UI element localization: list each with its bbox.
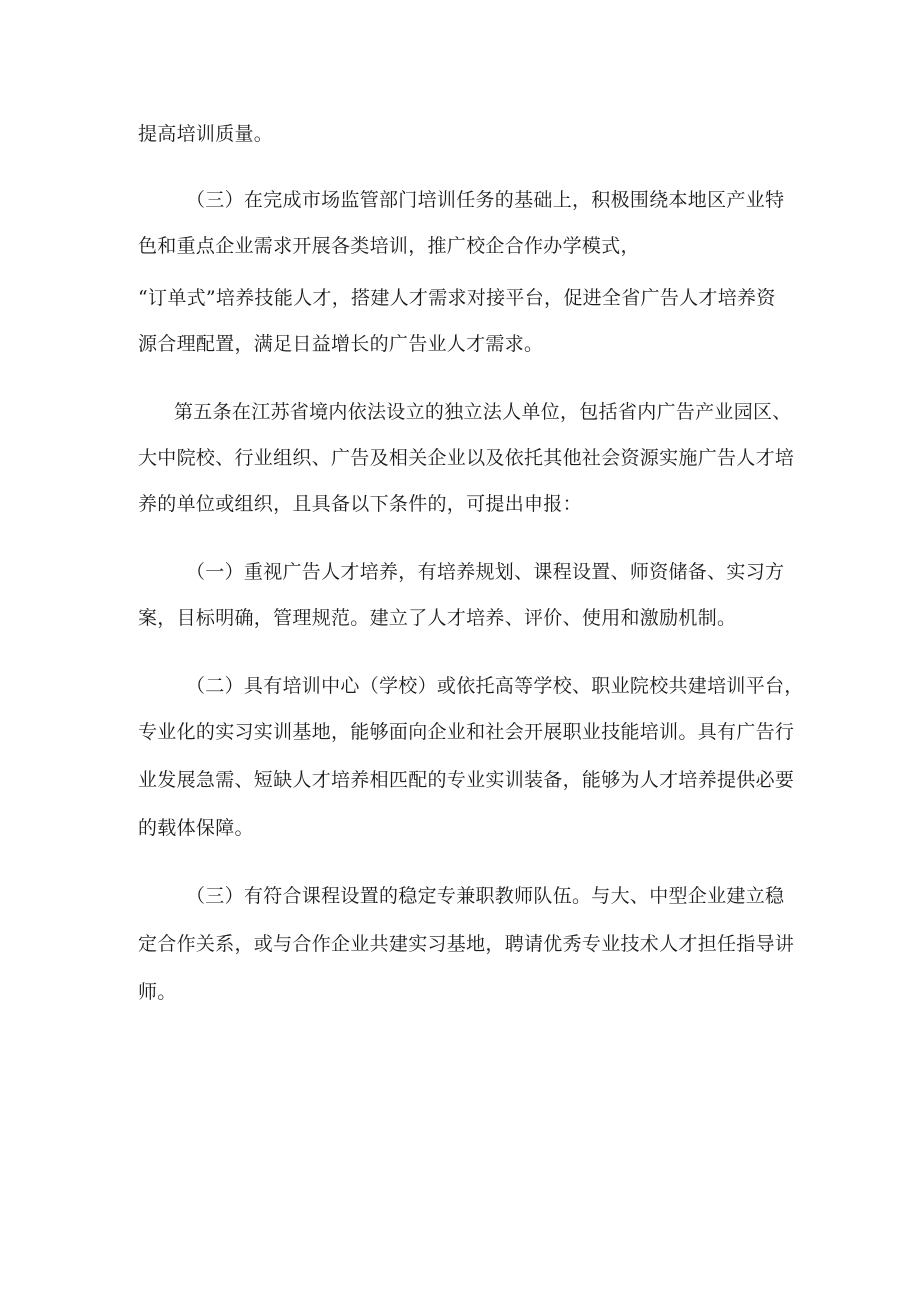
paragraph-line: 第五条在江苏省境内依法设立的独立法人单位，包括省内广告产业园区、 — [174, 401, 792, 423]
paragraph-line: 定合作关系，或与合作企业共建实习基地，聘请优秀专业技术人才担任指导讲 — [138, 933, 795, 955]
paragraph-line: 提高培训质量。 — [138, 123, 274, 145]
paragraph-line: （一）重视广告人才培养，有培养规划、课程设置、师资储备、实习方 — [186, 561, 785, 583]
paragraph-line: “订单式”培养技能人才，搭建人才需求对接平台，促进全省广告人才培养资 — [138, 287, 776, 309]
paragraph-line: 大中院校、行业组织、广告及相关企业以及依托其他社会资源实施广告人才培 — [138, 447, 795, 469]
paragraph-line: （二）具有培训中心（学校）或依托高等学校、职业院校共建培训平台， — [186, 675, 804, 697]
paragraph-line: 养的单位或组织，且具备以下条件的，可提出申报： — [138, 493, 582, 515]
paragraph-line: 的载体保障。 — [138, 817, 254, 839]
paragraph-line: 色和重点企业需求开展各类培训，推广校企合作办学模式， — [138, 235, 640, 257]
paragraph-line: 专业化的实习实训基地，能够面向企业和社会开展职业技能培训。具有广告行 — [138, 721, 795, 743]
paragraph-line: 源合理配置，满足日益增长的广告业人才需求。 — [138, 333, 544, 355]
paragraph-line: 案，目标明确，管理规范。建立了人才培养、评价、使用和激励机制。 — [138, 607, 737, 629]
paragraph-line: （三）有符合课程设置的稳定专兼职教师队伍。与大、中型企业建立稳 — [186, 885, 785, 907]
paragraph-line: （三）在完成市场监管部门培训任务的基础上，积极围绕本地区产业特 — [186, 189, 785, 211]
paragraph-line: 师。 — [138, 981, 177, 1003]
paragraph-line: 业发展急需、短缺人才培养相匹配的专业实训装备，能够为人才培养提供必要 — [138, 769, 795, 791]
